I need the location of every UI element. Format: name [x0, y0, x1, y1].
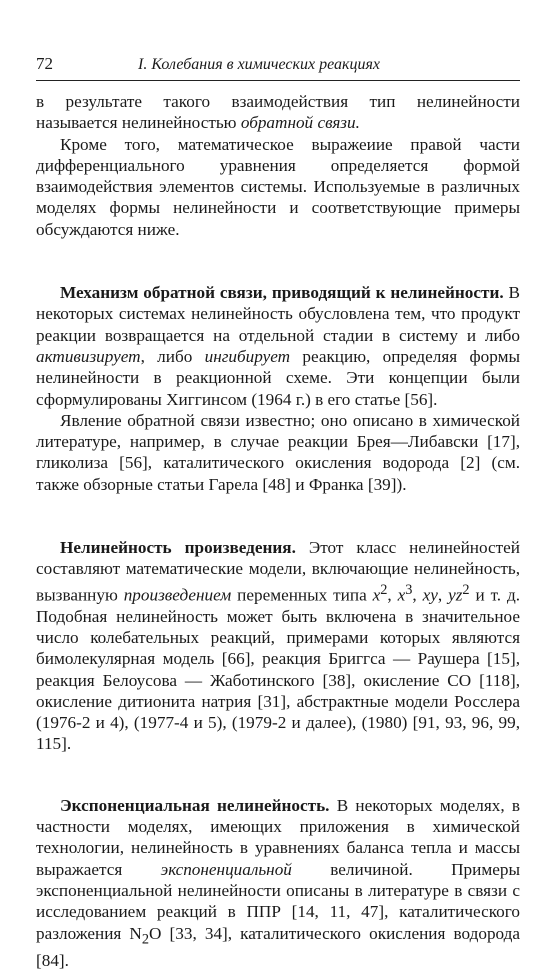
section-heading-exponential: Экспоненциальная нелинейность.	[60, 795, 330, 815]
running-title: I. Колебания в химических реакциях	[138, 56, 381, 73]
book-page	[36, 54, 520, 972]
page-body	[36, 91, 520, 972]
section-heading-product: Нелинейность произведения.	[60, 538, 296, 558]
paragraph-feedback-literature: Явление обратной связи известно; оно описано в химической литературе, например, в случае реакции Брея—Либавски [17], гликолиза [56], каталитического окисления водорода [2] (см. также обзорные статьи Гарела [48] и Франка [39]).	[36, 410, 520, 494]
section-heading-feedback: Механизм обратной связи, приводящий к нелинейности.	[60, 283, 504, 303]
section-feedback-nonlinearity: Механизм обратной связи, приводящий к нелинейности. В некоторых системах нелинейность обусловлена тем, что продукт реакции возвращается на отдельной стадии в систему и либо активизирует, либо ингибирует реакцию, определяя формы нелинейности в реакционной схеме. Эти концепции были сформулированы Хиггинсом (1964 г.) в его статье [56].	[36, 283, 520, 409]
emphasis-feedback: обратной связи.	[240, 113, 360, 133]
section-exponential-nonlinearity: Экспоненциальная нелинейность. В некоторых моделях, в частности моделях, имеющих приложения в химической технологии, нелинейность в уравнениях баланса тепла и массы выражается экспоненциальной величиной. Примеры экспоненциальной нелинейности описаны в литературе в связи с исследованием реакций в ППР [14, 11, 47], каталитического разложения $N_2O$ [33, 34], каталитического окисления водорода [84].	[36, 795, 521, 971]
paragraph-2: Кроме того, математическое выражеиие правой части дифференциального уравнения определяется формой взаимодействия элементов системы. Используемые в различных моделях формы нелинейности и соответствующие примеры обсуждаются ниже.	[36, 134, 520, 239]
page-header	[36, 54, 520, 81]
page-number: 72	[36, 54, 53, 73]
section-product-nonlinearity: Нелинейность произведения. Этот класс нелинейностей составляют математические модели, включающие нелинейность, вызванную произведением переменных типа $x^2$, $x^3$, xy, $yz^2$ и т. д. Подобная нелинейность может быть включена в значительное число колебательных реакций, примерами которых являются бимолекулярная модель [66], реакция Бриггса — Раушера [15], реакция Белоусова — Жаботинского [38], окисление CO [118], окисление дитионита натрия [31], абстрактные модели Росслера (1976-2 и 4), (1977-4 и 5), (1979-2 и далее), (1980) [91, 93, 96, 99, 115].	[36, 538, 521, 754]
paragraph-1: в результате такого взаимодействия тип нелинейности называется нелинейностью обратной связи.	[36, 92, 520, 133]
